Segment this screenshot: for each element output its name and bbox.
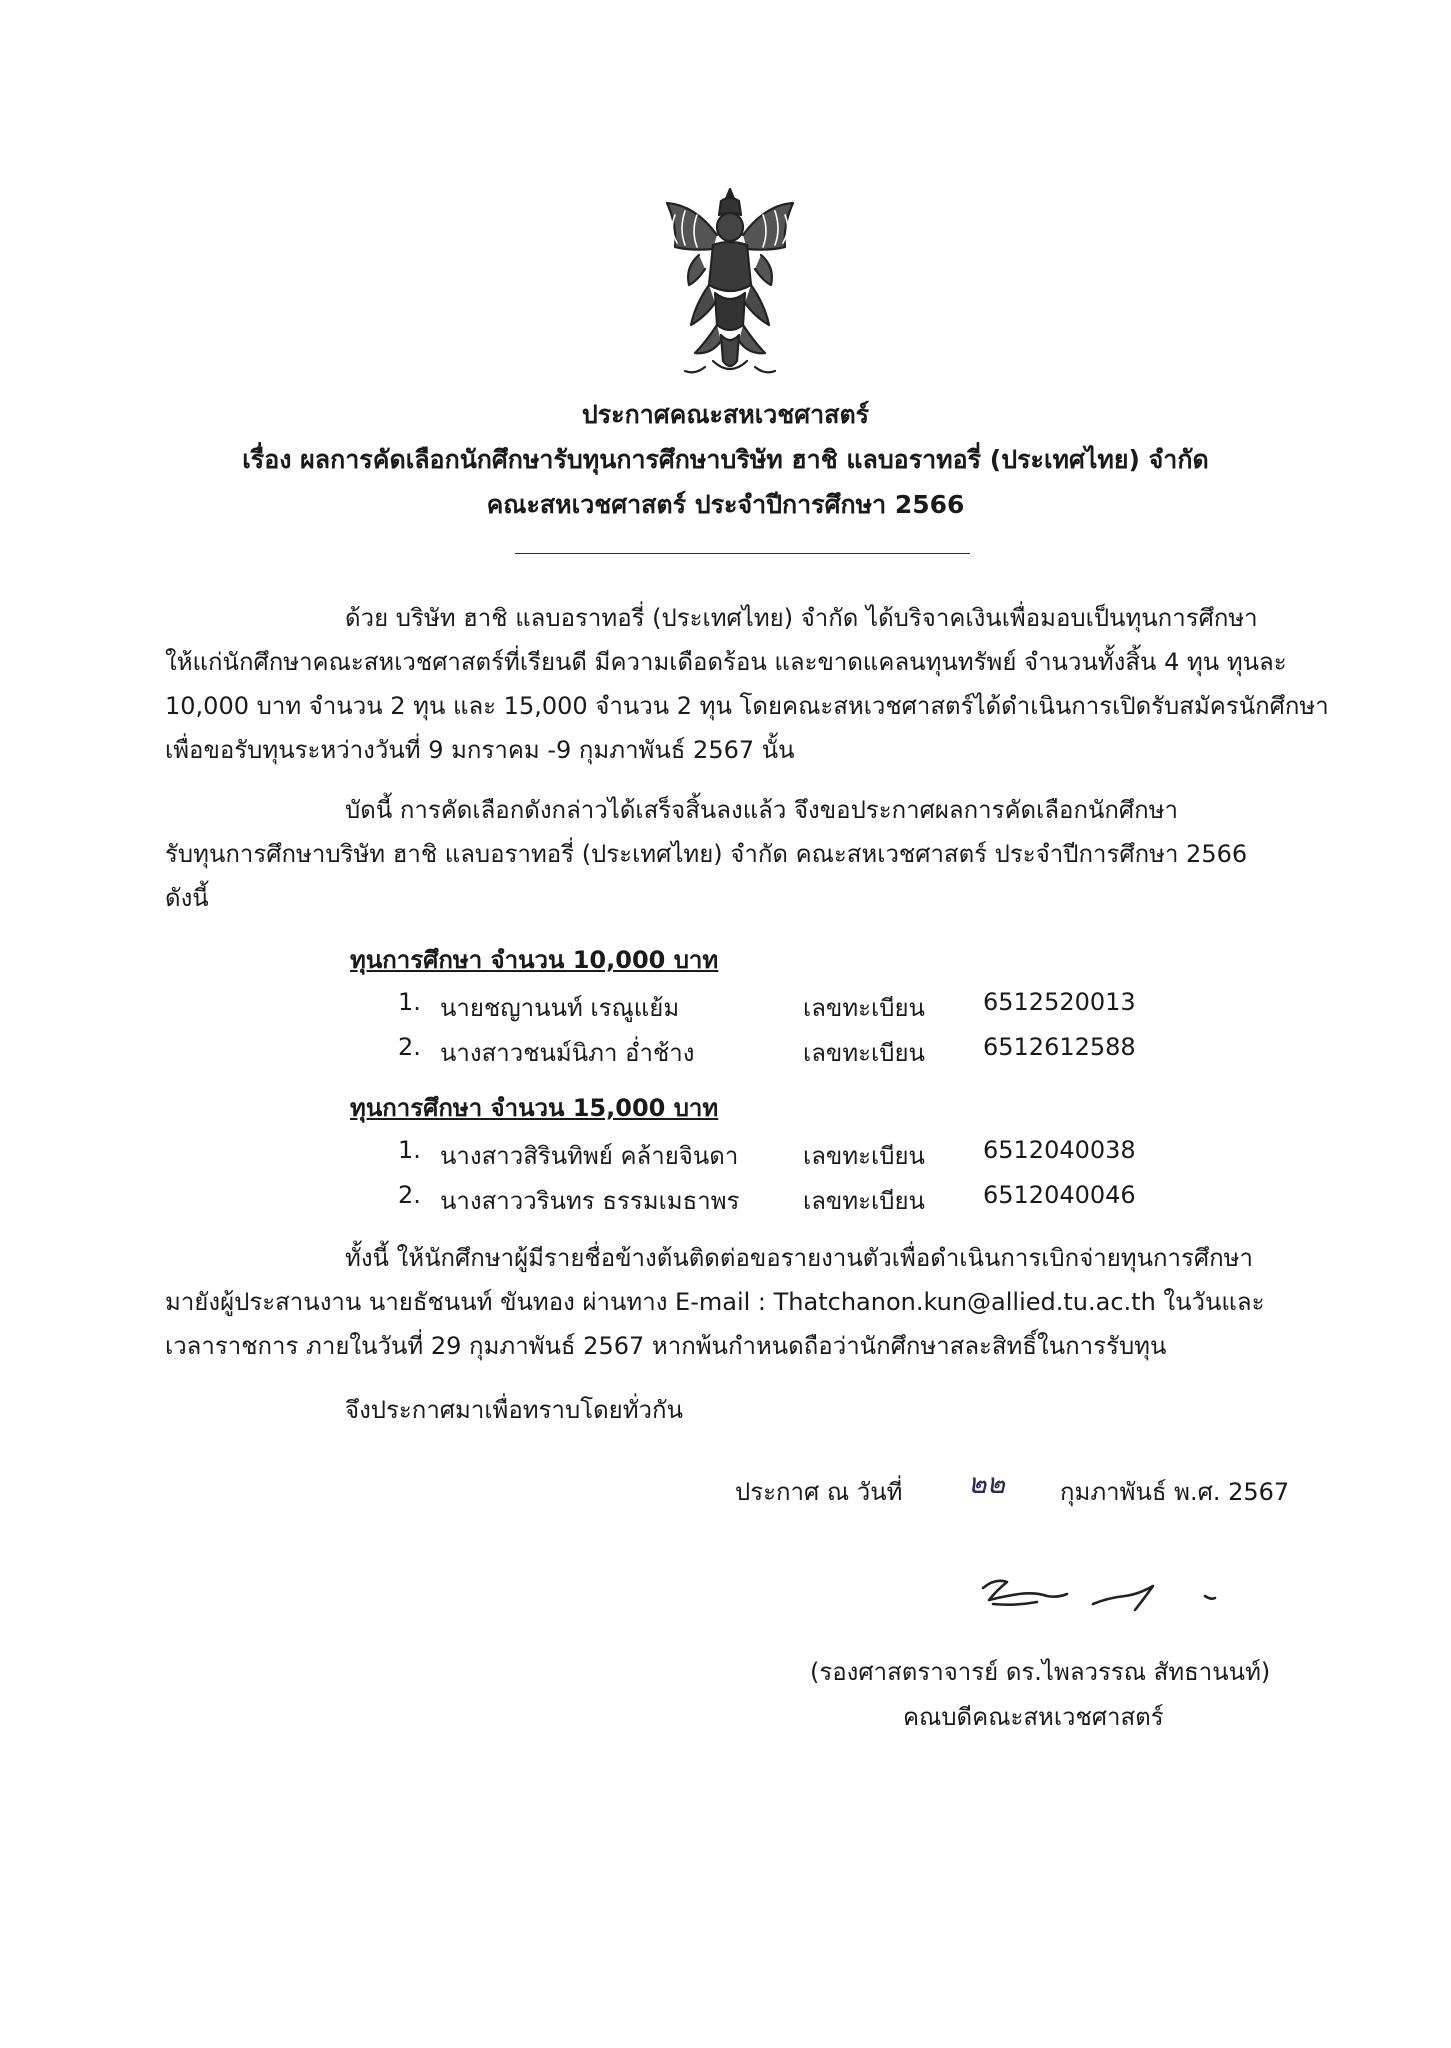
recipient-name: นายชญานนท์ เรณูแย้ม [440, 994, 680, 1022]
scholarship-group-title: ทุนการศึกษา จำนวน 10,000 บาท [350, 946, 719, 974]
scholarship-group-title: ทุนการศึกษา จำนวน 15,000 บาท [350, 1094, 719, 1122]
registration-label: เลขทะเบียน [803, 1187, 925, 1215]
recipient-row [0, 1033, 1451, 1067]
signatory-position: คณบดีคณะสหเวชศาสตร์ [903, 1703, 1164, 1731]
recipient-number: 1. [398, 988, 421, 1016]
recipient-name: นางสาววรินทร ธรรมเมธาพร [440, 1187, 740, 1215]
paragraph-1-line-1: ด้วย บริษัท ฮาชิ แลบอราทอรี่ (ประเทศไทย) จำกัด ได้บริจาคเงินเพื่อมอบเป็นทุนการศึกษา [345, 604, 1258, 632]
paragraph-2-line-2: รับทุนการศึกษาบริษัท ฮาชิ แลบอราทอรี่ (ประเทศไทย) จำกัด คณะสหเวชศาสตร์ ประจำปีการศึกษา 2566 [165, 840, 1248, 868]
announcement-issuer: ประกาศคณะสหเวชศาสตร์ [581, 400, 870, 429]
paragraph-1-line-2: ให้แก่นักศึกษาคณะสหเวชศาสตร์ที่เรียนดี มีความเดือดร้อน และขาดแคลนทุนทรัพย์ จำนวนทั้งสิ้น 4 ทุน ทุนละ [165, 648, 1287, 676]
recipient-number: 1. [398, 1136, 421, 1164]
announcement-subject-line2: คณะสหเวชศาสตร์ ประจำปีการศึกษา 2566 [486, 490, 965, 519]
closing-statement: จึงประกาศมาเพื่อทราบโดยทั่วกัน [345, 1396, 683, 1424]
heading-divider [515, 553, 970, 554]
registration-number: 6512040046 [983, 1181, 1136, 1209]
announcement-day-handwritten: ๒๒ [968, 1467, 1005, 1500]
paragraph-3-line-3: เวลาราชการ ภายในวันที่ 29 กุมภาพันธ์ 2567 หากพ้นกำหนดถือว่านักศึกษาสละสิทธิ์ในการรับทุน [165, 1332, 1167, 1360]
registration-label: เลขทะเบียน [803, 1039, 925, 1067]
registration-label: เลขทะเบียน [803, 1142, 925, 1170]
paragraph-1-line-4: เพื่อขอรับทุนระหว่างวันที่ 9 มกราคม -9 กุมภาพันธ์ 2567 นั้น [165, 736, 795, 764]
recipient-number: 2. [398, 1033, 421, 1061]
registration-label: เลขทะเบียน [803, 994, 925, 1022]
paragraph-3-line-2: มายังผู้ประสานงาน นายธัชนนท์ ขันทอง ผ่านทาง E-mail : Thatchanon.kun@allied.tu.ac.th ในวันและ [165, 1288, 1265, 1316]
signatory-name: (รองศาสตราจารย์ ดร.ไพลวรรณ สัทธานนท์) [810, 1658, 1271, 1686]
announcement-month-year: กุมภาพันธ์ พ.ศ. 2567 [1060, 1478, 1290, 1506]
recipient-row [0, 1136, 1451, 1170]
recipient-row [0, 988, 1451, 1022]
recipient-name: นางสาวสิรินทิพย์ คล้ายจินดา [440, 1142, 739, 1170]
signature-icon [975, 1560, 1235, 1630]
announcement-subject: เรื่อง ผลการคัดเลือกนักศึกษารับทุนการศึกษาบริษัท ฮาชิ แลบอราทอรี่ (ประเทศไทย) จำกัด [242, 445, 1209, 474]
paragraph-2-line-1: บัดนี้ การคัดเลือกดังกล่าวได้เสร็จสิ้นลงแล้ว จึงขอประกาศผลการคัดเลือกนักศึกษา [345, 796, 1178, 824]
paragraph-2-line-3: ดังนี้ [165, 884, 209, 912]
recipient-number: 2. [398, 1181, 421, 1209]
garuda-emblem-icon [655, 185, 805, 380]
recipient-row [0, 1181, 1451, 1215]
paragraph-1-line-3: 10,000 บาท จำนวน 2 ทุน และ 15,000 จำนวน 2 ทุน โดยคณะสหเวชศาสตร์ได้ดำเนินการเปิดรับสมัครนักศึกษา [165, 692, 1329, 720]
paragraph-3-line-1: ทั้งนี้ ให้นักศึกษาผู้มีรายชื่อข้างต้นติดต่อขอรายงานตัวเพื่อดำเนินการเบิกจ่ายทุนการศึกษา [345, 1244, 1253, 1272]
registration-number: 6512040038 [983, 1136, 1136, 1164]
recipient-name: นางสาวชนม์นิภา อ่ำช้าง [440, 1039, 695, 1067]
registration-number: 6512520013 [983, 988, 1136, 1016]
announcement-date-prefix: ประกาศ ณ วันที่ [735, 1478, 903, 1506]
registration-number: 6512612588 [983, 1033, 1136, 1061]
